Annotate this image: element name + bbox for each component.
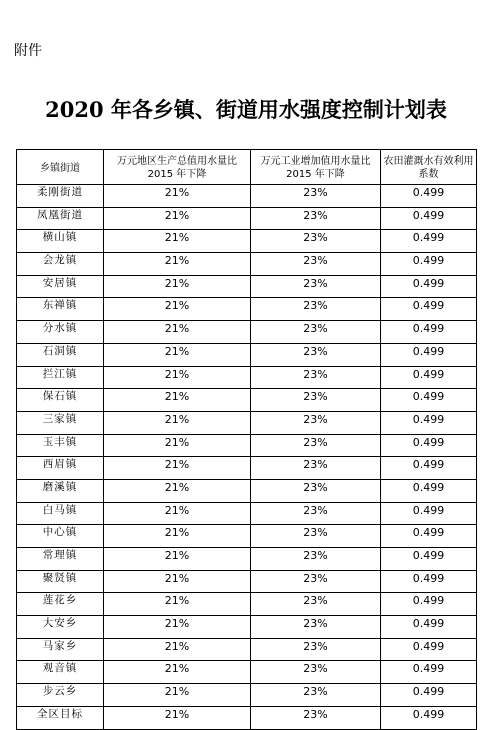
- table-header-row: [17, 150, 477, 185]
- cell-industry-water-reduction: 23%: [251, 570, 381, 593]
- cell-irrigation-coefficient: 0.499: [381, 434, 477, 457]
- table-row: [17, 525, 477, 548]
- cell-town: 莲花乡: [17, 593, 104, 616]
- cell-gdp-water-reduction: 21%: [104, 275, 251, 298]
- table-row: [17, 479, 477, 502]
- cell-irrigation-coefficient: 0.499: [381, 230, 477, 253]
- cell-gdp-water-reduction: 21%: [104, 230, 251, 253]
- cell-town: 分水镇: [17, 321, 104, 344]
- cell-town: 大安乡: [17, 616, 104, 639]
- cell-gdp-water-reduction: 21%: [104, 434, 251, 457]
- cell-town: 玉丰镇: [17, 434, 104, 457]
- table-row: [17, 343, 477, 366]
- cell-irrigation-coefficient: 0.499: [381, 253, 477, 276]
- cell-industry-water-reduction: 23%: [251, 321, 381, 344]
- cell-industry-water-reduction: 23%: [251, 389, 381, 412]
- table-row: [17, 616, 477, 639]
- cell-irrigation-coefficient: 0.499: [381, 343, 477, 366]
- table-row: [17, 366, 477, 389]
- cell-irrigation-coefficient: 0.499: [381, 638, 477, 661]
- cell-town: 马家乡: [17, 638, 104, 661]
- table-row: [17, 570, 477, 593]
- cell-gdp-water-reduction: 21%: [104, 321, 251, 344]
- cell-gdp-water-reduction: 21%: [104, 502, 251, 525]
- table-row: [17, 411, 477, 434]
- cell-irrigation-coefficient: 0.499: [381, 684, 477, 707]
- cell-irrigation-coefficient: 0.499: [381, 502, 477, 525]
- cell-town: 三家镇: [17, 411, 104, 434]
- cell-gdp-water-reduction: 21%: [104, 389, 251, 412]
- cell-irrigation-coefficient: 0.499: [381, 298, 477, 321]
- document-title: 2020 年各乡镇、街道用水强度控制计划表: [45, 97, 447, 122]
- cell-industry-water-reduction: 23%: [251, 525, 381, 548]
- cell-gdp-water-reduction: 21%: [104, 684, 251, 707]
- table-row: [17, 298, 477, 321]
- cell-town: 步云乡: [17, 684, 104, 707]
- cell-industry-water-reduction: 23%: [251, 185, 381, 208]
- table-row: [17, 502, 477, 525]
- cell-gdp-water-reduction: 21%: [104, 661, 251, 684]
- table-body: [17, 185, 477, 730]
- table-row: [17, 661, 477, 684]
- cell-gdp-water-reduction: 21%: [104, 298, 251, 321]
- cell-industry-water-reduction: 23%: [251, 457, 381, 480]
- cell-irrigation-coefficient: 0.499: [381, 366, 477, 389]
- table-row: [17, 230, 477, 253]
- water-intensity-table: [16, 149, 477, 730]
- cell-industry-water-reduction: 23%: [251, 275, 381, 298]
- cell-industry-water-reduction: 23%: [251, 502, 381, 525]
- cell-gdp-water-reduction: 21%: [104, 253, 251, 276]
- cell-town: 白马镇: [17, 502, 104, 525]
- cell-irrigation-coefficient: 0.499: [381, 207, 477, 230]
- cell-irrigation-coefficient: 0.499: [381, 275, 477, 298]
- cell-gdp-water-reduction: 21%: [104, 457, 251, 480]
- cell-town: 中心镇: [17, 525, 104, 548]
- table-row: [17, 706, 477, 729]
- table-row: [17, 684, 477, 707]
- cell-gdp-water-reduction: 21%: [104, 525, 251, 548]
- table-row: [17, 434, 477, 457]
- cell-town: 横山镇: [17, 230, 104, 253]
- cell-industry-water-reduction: 23%: [251, 434, 381, 457]
- table-row: [17, 321, 477, 344]
- cell-industry-water-reduction: 23%: [251, 298, 381, 321]
- cell-industry-water-reduction: 23%: [251, 661, 381, 684]
- cell-gdp-water-reduction: 21%: [104, 366, 251, 389]
- cell-gdp-water-reduction: 21%: [104, 616, 251, 639]
- header-irrigation-coefficient: 农田灌溉水有效利用系数: [381, 150, 477, 185]
- table-row: [17, 457, 477, 480]
- cell-town: 西眉镇: [17, 457, 104, 480]
- cell-irrigation-coefficient: 0.499: [381, 525, 477, 548]
- cell-industry-water-reduction: 23%: [251, 366, 381, 389]
- cell-town: 观音镇: [17, 661, 104, 684]
- cell-irrigation-coefficient: 0.499: [381, 321, 477, 344]
- table-row: [17, 253, 477, 276]
- cell-irrigation-coefficient: 0.499: [381, 548, 477, 571]
- cell-gdp-water-reduction: 21%: [104, 207, 251, 230]
- table-row: [17, 548, 477, 571]
- attachment-label: 附件: [14, 43, 42, 59]
- cell-irrigation-coefficient: 0.499: [381, 706, 477, 729]
- header-town: 乡镇街道: [17, 150, 104, 185]
- cell-town: 石洞镇: [17, 343, 104, 366]
- cell-town: 常理镇: [17, 548, 104, 571]
- cell-industry-water-reduction: 23%: [251, 593, 381, 616]
- cell-irrigation-coefficient: 0.499: [381, 411, 477, 434]
- cell-gdp-water-reduction: 21%: [104, 548, 251, 571]
- table-row: [17, 207, 477, 230]
- cell-industry-water-reduction: 23%: [251, 706, 381, 729]
- cell-industry-water-reduction: 23%: [251, 411, 381, 434]
- header-gdp-water-reduction: 万元地区生产总值用水量比 2015 年下降: [104, 150, 251, 185]
- cell-town: 保石镇: [17, 389, 104, 412]
- cell-town: 东禅镇: [17, 298, 104, 321]
- cell-industry-water-reduction: 23%: [251, 207, 381, 230]
- cell-town: 聚贤镇: [17, 570, 104, 593]
- cell-gdp-water-reduction: 21%: [104, 570, 251, 593]
- cell-industry-water-reduction: 23%: [251, 343, 381, 366]
- cell-irrigation-coefficient: 0.499: [381, 389, 477, 412]
- cell-industry-water-reduction: 23%: [251, 616, 381, 639]
- cell-irrigation-coefficient: 0.499: [381, 185, 477, 208]
- cell-gdp-water-reduction: 21%: [104, 638, 251, 661]
- cell-gdp-water-reduction: 21%: [104, 343, 251, 366]
- cell-industry-water-reduction: 23%: [251, 479, 381, 502]
- table-row: [17, 275, 477, 298]
- table-row: [17, 638, 477, 661]
- cell-gdp-water-reduction: 21%: [104, 593, 251, 616]
- table-row: [17, 185, 477, 208]
- cell-gdp-water-reduction: 21%: [104, 411, 251, 434]
- cell-town: 磨溪镇: [17, 479, 104, 502]
- cell-irrigation-coefficient: 0.499: [381, 457, 477, 480]
- cell-irrigation-coefficient: 0.499: [381, 616, 477, 639]
- cell-irrigation-coefficient: 0.499: [381, 479, 477, 502]
- cell-industry-water-reduction: 23%: [251, 230, 381, 253]
- cell-town: 安居镇: [17, 275, 104, 298]
- header-industry-water-reduction: 万元工业增加值用水量比 2015 年下降: [251, 150, 381, 185]
- cell-irrigation-coefficient: 0.499: [381, 661, 477, 684]
- cell-industry-water-reduction: 23%: [251, 548, 381, 571]
- cell-industry-water-reduction: 23%: [251, 684, 381, 707]
- cell-industry-water-reduction: 23%: [251, 638, 381, 661]
- cell-gdp-water-reduction: 21%: [104, 706, 251, 729]
- cell-town: 凤凰街道: [17, 207, 104, 230]
- cell-industry-water-reduction: 23%: [251, 253, 381, 276]
- table-row: [17, 389, 477, 412]
- cell-gdp-water-reduction: 21%: [104, 185, 251, 208]
- cell-irrigation-coefficient: 0.499: [381, 570, 477, 593]
- cell-town: 会龙镇: [17, 253, 104, 276]
- cell-town: 柔刚街道: [17, 185, 104, 208]
- cell-gdp-water-reduction: 21%: [104, 479, 251, 502]
- cell-town: 全区目标: [17, 706, 104, 729]
- cell-town: 拦江镇: [17, 366, 104, 389]
- cell-irrigation-coefficient: 0.499: [381, 593, 477, 616]
- table-row: [17, 593, 477, 616]
